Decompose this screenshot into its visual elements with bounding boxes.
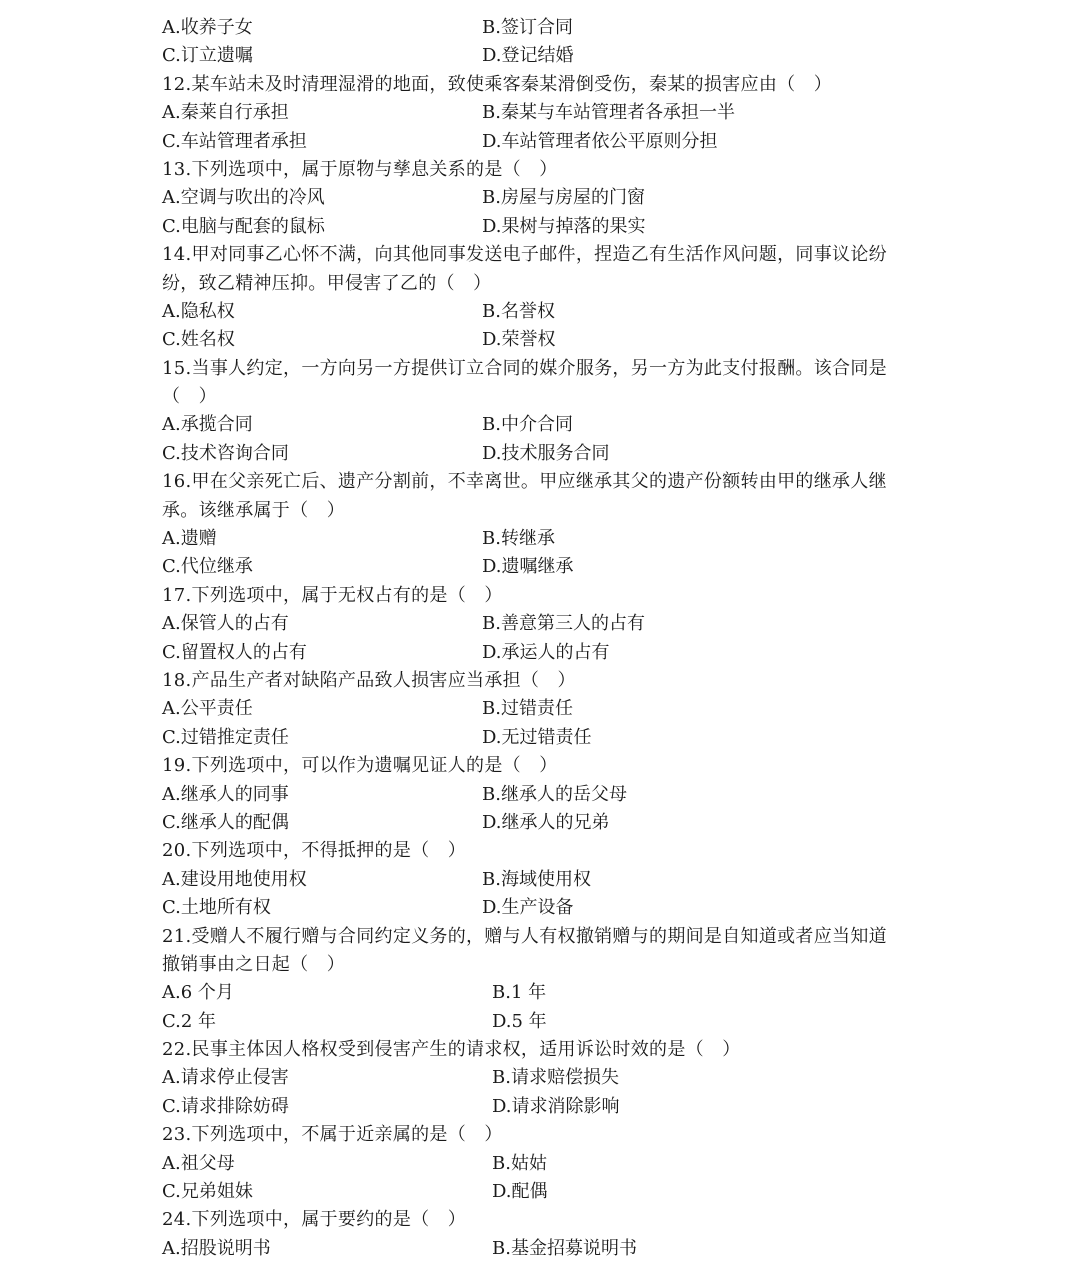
question-text: 14.甲对同事乙心怀不满，向其他同事发送电子邮件，捏造乙有生活作风问题，同事议论纷	[162, 244, 887, 266]
option-choice: A.保管人的占有	[162, 613, 289, 635]
option-choice: B.转继承	[482, 528, 555, 550]
option-choice: D.果树与掉落的果实	[482, 215, 646, 237]
option-row	[162, 809, 922, 837]
option-row	[162, 724, 922, 752]
question-text: 19.下列选项中，可以作为遗嘱见证人的是（ ）	[162, 755, 558, 777]
option-choice: D.请求消除影响	[492, 1095, 620, 1117]
option-choice: A.继承人的同事	[162, 783, 289, 805]
question-text: 21.受赠人不履行赠与合同约定义务的，赠与人有权撤销赠与的期间是自知道或者应当知道	[162, 925, 887, 947]
option-row	[162, 1178, 922, 1206]
option-choice: B.房屋与房屋的门窗	[482, 187, 645, 209]
question-q15	[162, 355, 922, 469]
option-choice: C.过错推定责任	[162, 726, 289, 748]
question-q13	[162, 156, 922, 241]
option-choice: D.承运人的占有	[482, 641, 610, 663]
option-row	[162, 695, 922, 723]
option-row	[162, 894, 922, 922]
option-choice: B.姑姑	[492, 1152, 547, 1174]
option-row	[162, 1064, 922, 1092]
option-row	[162, 326, 922, 354]
option-choice: A.6 个月	[162, 982, 234, 1004]
option-choice: D.继承人的兄弟	[482, 811, 610, 833]
option-choice: B.秦某与车站管理者各承担一半	[482, 102, 735, 124]
exam-page	[162, 14, 922, 1263]
option-choice: C.请求排除妨碍	[162, 1095, 289, 1117]
option-choice: D.生产设备	[482, 897, 574, 919]
question-text: 17.下列选项中，属于无权占有的是（ ）	[162, 584, 503, 606]
option-choice: C.土地所有权	[162, 897, 271, 919]
option-choice: A.招股说明书	[162, 1237, 271, 1259]
option-row	[162, 128, 922, 156]
option-choice: D.荣誉权	[482, 329, 556, 351]
question-text: 13.下列选项中，属于原物与孳息关系的是（ ）	[162, 158, 558, 180]
question-text: 纷，致乙精神压抑。甲侵害了乙的（ ）	[162, 272, 492, 294]
question-text: 20.下列选项中，不得抵押的是（ ）	[162, 840, 467, 862]
option-choice: A.建设用地使用权	[162, 868, 307, 890]
option-row	[162, 1235, 922, 1263]
question-text: 22.民事主体因人格权受到侵害产生的请求权，适用诉讼时效的是（ ）	[162, 1039, 741, 1061]
option-choice: A.隐私权	[162, 300, 235, 322]
option-choice: A.承揽合同	[162, 414, 253, 436]
option-choice: D.车站管理者依公平原则分担	[482, 130, 718, 152]
option-choice: C.车站管理者承担	[162, 130, 307, 152]
option-row	[162, 639, 922, 667]
option-row	[162, 1093, 922, 1121]
question-text: 15.当事人约定，一方向另一方提供订立合同的媒介服务，另一方为此支付报酬。该合同是	[162, 357, 887, 379]
option-choice: B.过错责任	[482, 698, 573, 720]
option-choice: A.公平责任	[162, 698, 253, 720]
question-text: 12.某车站未及时清理湿滑的地面，致使乘客秦某滑倒受伤，秦某的损害应由（ ）	[162, 73, 833, 95]
question-q22	[162, 1036, 922, 1121]
option-choice: B.基金招募说明书	[492, 1237, 637, 1259]
option-choice: C.留置权人的占有	[162, 641, 307, 663]
option-row	[162, 979, 922, 1007]
option-choice: B.签订合同	[482, 17, 573, 38]
option-choice: C.继承人的配偶	[162, 811, 289, 833]
option-row	[162, 553, 922, 581]
option-choice: D.登记结婚	[482, 45, 574, 67]
question-text: （ ）	[162, 386, 217, 408]
option-row	[162, 298, 922, 326]
option-row	[162, 184, 922, 212]
question-q14	[162, 241, 922, 355]
option-row	[162, 525, 922, 553]
question-text: 18.产品生产者对缺陷产品致人损害应当承担（ ）	[162, 669, 576, 691]
question-text: 23.下列选项中，不属于近亲属的是（ ）	[162, 1124, 503, 1146]
question-q21	[162, 923, 922, 1037]
question-q12	[162, 71, 922, 156]
option-choice: D.5 年	[492, 1010, 547, 1032]
option-choice: D.技术服务合同	[482, 442, 610, 464]
option-row	[162, 610, 922, 638]
option-row	[162, 14, 922, 42]
option-choice: B.海域使用权	[482, 868, 591, 890]
option-choice: A.收养子女	[162, 17, 253, 38]
option-choice: C.2 年	[162, 1010, 217, 1032]
question-q19	[162, 752, 922, 837]
option-row	[162, 99, 922, 127]
option-choice: B.名誉权	[482, 300, 555, 322]
option-choice: A.秦莱自行承担	[162, 102, 289, 124]
question-q11	[162, 14, 922, 71]
option-row	[162, 781, 922, 809]
question-q16	[162, 468, 922, 582]
question-text: 撤销事由之日起（ ）	[162, 953, 345, 975]
question-q23	[162, 1121, 922, 1206]
option-choice: C.兄弟姐妹	[162, 1181, 253, 1203]
question-text: 16.甲在父亲死亡后、遗产分割前，不幸离世。甲应继承其父的遗产份额转由甲的继承人继	[162, 471, 887, 493]
option-row	[162, 213, 922, 241]
option-choice: A.空调与吹出的冷风	[162, 187, 325, 209]
question-q17	[162, 582, 922, 667]
option-choice: B.继承人的岳父母	[482, 783, 627, 805]
option-choice: B.请求赔偿损失	[492, 1067, 619, 1089]
option-choice: B.善意第三人的占有	[482, 613, 645, 635]
option-row	[162, 440, 922, 468]
option-choice: A.祖父母	[162, 1152, 235, 1174]
option-choice: C.电脑与配套的鼠标	[162, 215, 325, 237]
option-choice: A.遗赠	[162, 528, 217, 550]
question-q18	[162, 667, 922, 752]
option-choice: C.姓名权	[162, 329, 235, 351]
option-row	[162, 42, 922, 70]
question-q24	[162, 1206, 922, 1263]
option-choice: C.技术咨询合同	[162, 442, 289, 464]
option-row	[162, 1008, 922, 1036]
option-choice: B.1 年	[492, 982, 547, 1004]
option-choice: D.配偶	[492, 1181, 548, 1203]
question-text: 承。该继承属于（ ）	[162, 499, 345, 521]
option-choice: A.请求停止侵害	[162, 1067, 289, 1089]
option-choice: C.代位继承	[162, 556, 253, 578]
option-row	[162, 411, 922, 439]
question-text: 24.下列选项中，属于要约的是（ ）	[162, 1209, 467, 1231]
option-row	[162, 1150, 922, 1178]
question-q20	[162, 837, 922, 922]
option-choice: D.无过错责任	[482, 726, 592, 748]
option-choice: C.订立遗嘱	[162, 45, 253, 67]
option-choice: B.中介合同	[482, 414, 573, 436]
option-choice: D.遗嘱继承	[482, 556, 574, 578]
option-row	[162, 866, 922, 894]
